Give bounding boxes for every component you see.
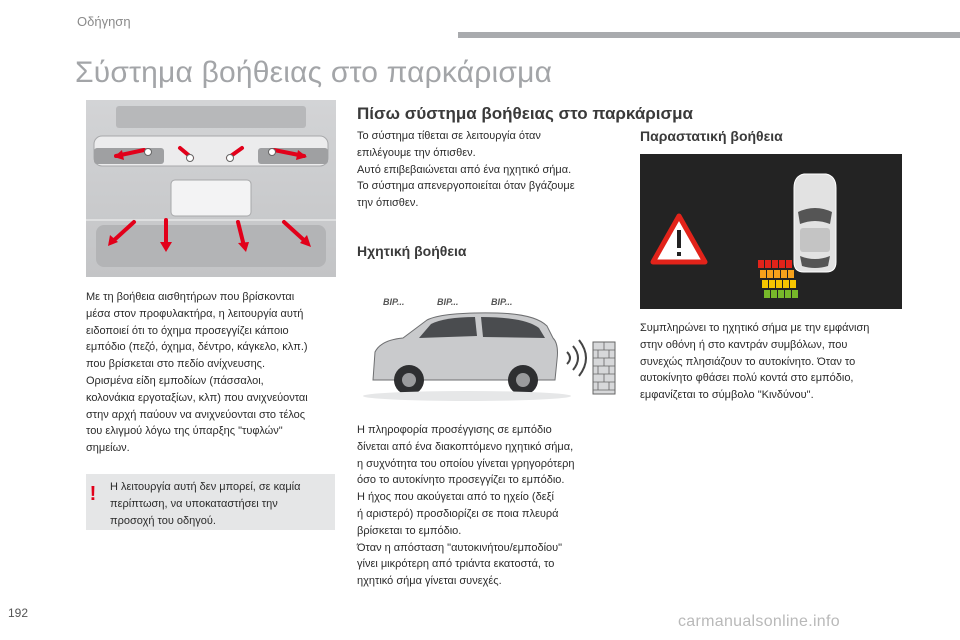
text-line: επιλέγουμε την όπισθεν. (357, 146, 476, 159)
text-line: στην οθόνη ή στο καντράν συμβόλων, που (640, 338, 848, 351)
text-line: Η ήχος που ακούγεται από το ηχείο (δεξί (357, 491, 554, 504)
text-line: Αυτό επιβεβαιώνεται από ένα ηχητικό σήμα. (357, 163, 572, 176)
text-line: αυτοκίνητο φθάσει πολύ κοντά στο εμπόδιο, (640, 372, 854, 385)
warning-box (86, 474, 335, 530)
text-line: ηχητικό σήμα γίνεται συνεχές. (357, 575, 502, 588)
visual-assist-heading: Παραστατική βοήθεια (640, 128, 783, 144)
watermark: carmanualsonline.info (678, 613, 840, 630)
bip-label: BIP... (491, 297, 513, 307)
bip-label: BIP... (437, 297, 459, 307)
visual-assist-text (640, 320, 869, 404)
text-line: ειδοποιεί ότι το όχημα προσεγγίζει κάποιο (86, 324, 289, 337)
visual-assist-display (640, 154, 902, 309)
text-line: Ορισμένα είδη εμποδίων (πάσσαλοι, (86, 374, 264, 387)
warning-text (110, 479, 301, 529)
section-tab (0, 0, 455, 40)
text-line: Με τη βοήθεια αισθητήρων που βρίσκονται (86, 291, 295, 303)
text-line: εμπόδιο (πεζό, όχημα, δέντρο, κάγκελο, κλπ.) (86, 341, 308, 354)
text-line: Το σύστημα απενεργοποιείται όταν βγάζουμε (357, 180, 575, 193)
section-label: Οδήγηση (77, 14, 131, 29)
rear-assist-heading: Πίσω σύστημα βοήθειας στο παρκάρισμα (357, 104, 693, 123)
text-line: του ελιγμού λόγω της ύπαρξης "τυφλών" (86, 425, 283, 438)
front-bumper-sensors-illustration (86, 100, 336, 277)
text-line: όσο το αυτοκίνητο προσεγγίζει το εμπόδιο. (357, 474, 565, 487)
text-line: κολονάκια εργοταξίων, κλπ) που ανιχνεύονται (86, 391, 308, 404)
audio-assist-heading: Ηχητική βοήθεια (357, 243, 467, 259)
bip-label: BIP... (383, 297, 405, 307)
text-line: σημείων. (86, 442, 130, 455)
page-number: 192 (8, 606, 29, 620)
text-line: ή αριστερό) προσδιορίζει σε ποια πλευρά (357, 507, 559, 520)
text-line: προσοχή του οδηγού. (110, 514, 216, 527)
text-line: Το σύστημα τίθεται σε λειτουργία όταν (357, 130, 541, 142)
text-line: εμφανίζεται το σύμβολο "Κινδύνου". (640, 389, 814, 402)
header-bar (458, 32, 960, 38)
proximity-zone (762, 280, 796, 288)
proximity-zone (760, 270, 794, 278)
text-line: η συχνότητα του οποίου γίνεται γρηγορότερη (357, 457, 575, 470)
text-line: γίνει μικρότερη από τριάντα εκατοστά, το (357, 558, 555, 571)
text-line: που βρίσκεται στο πεδίο ανίχνευσης. (86, 358, 266, 371)
text-line: την όπισθεν. (357, 197, 419, 210)
text-line: Όταν η απόσταση "αυτοκινήτου/εμποδίου" (357, 541, 563, 554)
rear-assist-intro (357, 128, 575, 212)
proximity-zone (758, 260, 792, 268)
text-line: Η πληροφορία προσέγγισης σε εμπόδιο (357, 424, 552, 436)
audio-assist-illustration (357, 282, 619, 410)
text-line: στην αρχή παύουν να ανιχνεύονται στο τέλος (86, 408, 306, 421)
audio-assist-text (357, 422, 575, 590)
warning-icon: ! (89, 483, 97, 505)
text-line: δίνεται από ένα διακοπτόμενο ηχητικό σήμα, (357, 440, 574, 453)
text-line: συνεχώς πλησιάζουν το αυτοκίνητο. Όταν το (640, 355, 856, 368)
text-line: Η λειτουργία αυτή δεν μπορεί, σε καμία (110, 481, 301, 493)
sensor-description (86, 289, 336, 457)
text-line: περίπτωση, να υποκαταστήσει την (110, 497, 278, 510)
page-title: Σύστημα βοήθειας στο παρκάρισμα (75, 56, 553, 89)
text-line: Συμπληρώνει το ηχητικό σήμα με την εμφάνιση (640, 322, 870, 334)
proximity-zone (764, 290, 798, 298)
text-line: μέσα στον προφυλακτήρα, η λειτουργία αυτή (86, 307, 304, 320)
text-line: βρίσκεται το εμπόδιο. (357, 524, 462, 537)
